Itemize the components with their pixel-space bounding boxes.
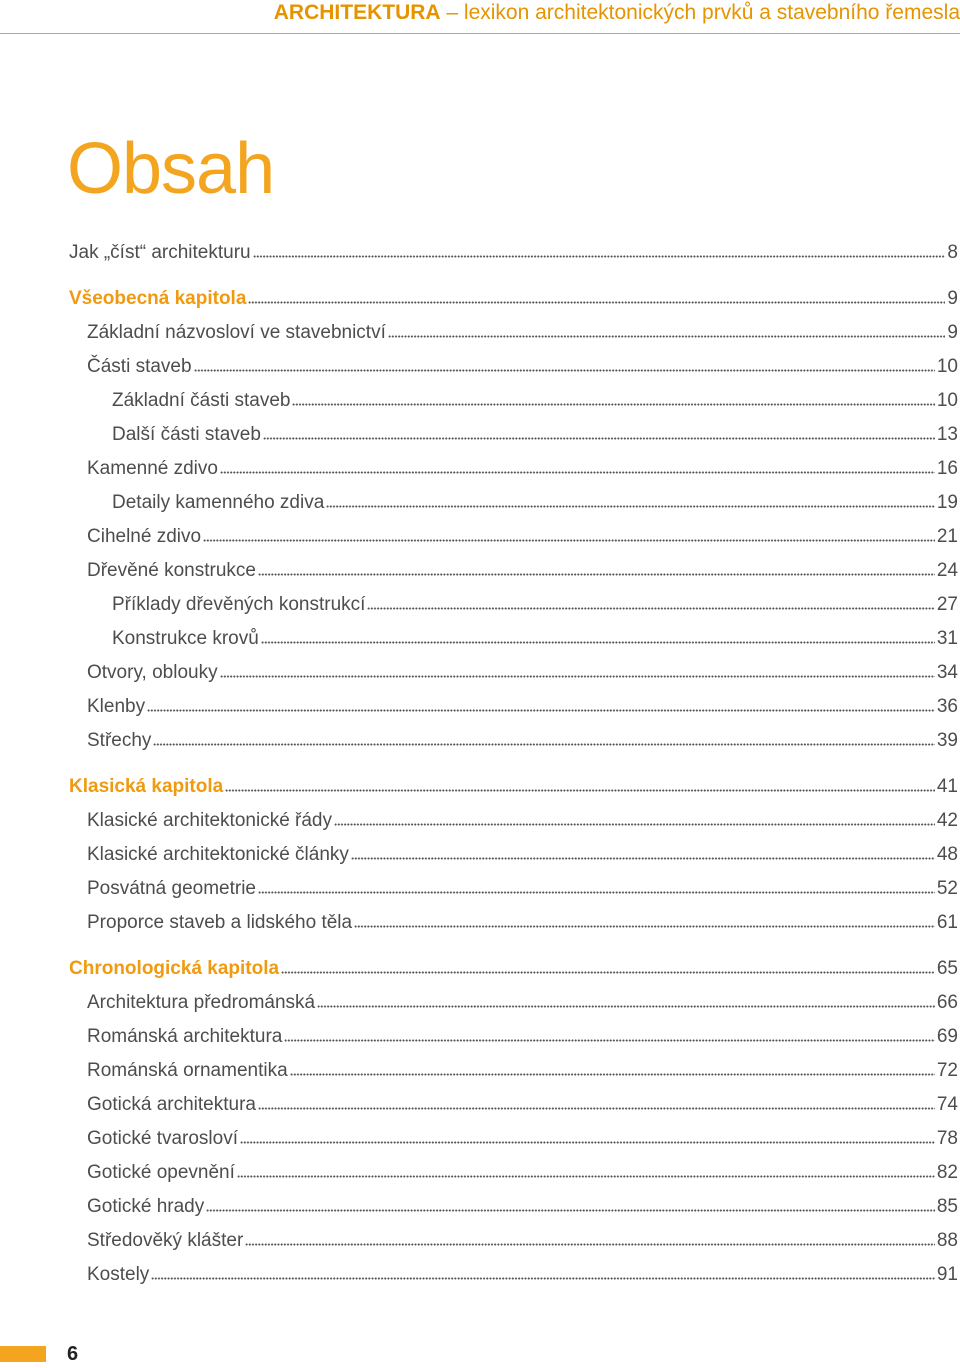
toc-entry-row[interactable]: [87, 558, 958, 584]
toc-entry-row[interactable]: [87, 456, 958, 482]
toc-entry-row[interactable]: [69, 240, 958, 266]
dot-leader: [354, 923, 935, 929]
dot-leader: [326, 503, 935, 509]
toc-entry-label: Základní části staveb: [112, 390, 291, 411]
toc-entry-row[interactable]: [112, 626, 958, 652]
toc-entry-page-number: 66: [936, 992, 958, 1013]
dot-leader: [388, 333, 946, 339]
dot-leader: [203, 537, 935, 543]
dot-leader: [237, 1173, 935, 1179]
toc-entry-label: Cihelné zdivo: [87, 526, 202, 547]
dot-leader: [290, 1071, 935, 1077]
toc-entry-page-number: 69: [936, 1026, 958, 1047]
toc-entry-row[interactable]: [112, 592, 958, 618]
toc-entry-row[interactable]: [87, 1160, 958, 1186]
dot-leader: [147, 707, 935, 713]
dot-leader: [367, 605, 934, 611]
toc-entry-row[interactable]: [87, 1058, 958, 1084]
toc-entry-page-number: 10: [936, 390, 958, 411]
toc-entry-label: Základní názvosloví ve stavebnictví: [87, 322, 386, 343]
toc-entry-label: Gotické hrady: [87, 1196, 205, 1217]
toc-entry-page-number: 34: [936, 662, 958, 683]
dot-leader: [253, 253, 946, 259]
toc-entry-row[interactable]: [87, 1228, 958, 1254]
toc-entry-page-number: 42: [936, 810, 958, 831]
toc-entry-row[interactable]: [87, 1126, 958, 1152]
footer-accent-bar: [0, 1346, 46, 1362]
toc-entry-page-number: 8: [947, 242, 958, 263]
dot-leader: [292, 401, 934, 407]
toc-entry-label: Klasická kapitola: [69, 776, 224, 797]
dot-leader: [248, 299, 945, 305]
dot-leader: [220, 469, 935, 475]
toc-entry-row[interactable]: [87, 1024, 958, 1050]
dot-leader: [240, 1139, 935, 1145]
toc-entry-label: Střechy: [87, 730, 152, 751]
dot-leader: [263, 435, 935, 441]
toc-entry-row[interactable]: [87, 660, 958, 686]
toc-entry-label: Středověký klášter: [87, 1230, 244, 1251]
toc-entry-page-number: 65: [936, 958, 958, 979]
toc-entry-label: Gotická architektura: [87, 1094, 256, 1115]
toc-entry-page-number: 41: [936, 776, 958, 797]
toc-entry-page-number: 31: [936, 628, 958, 649]
toc-entry-row[interactable]: [87, 1092, 958, 1118]
toc-entry-label: Konstrukce krovů: [112, 628, 259, 649]
toc-entry-label: Další části staveb: [112, 424, 261, 445]
dot-leader: [194, 367, 935, 373]
toc-entry-page-number: 85: [936, 1196, 958, 1217]
dot-leader: [258, 1105, 935, 1111]
toc-chapter-row[interactable]: [69, 286, 958, 312]
toc-entry-page-number: 78: [936, 1128, 958, 1149]
toc-entry-page-number: 52: [936, 878, 958, 899]
page-number: 6: [67, 1343, 79, 1365]
running-head: [274, 0, 960, 26]
toc-entry-label: Architektura předrománská: [87, 992, 316, 1013]
dot-leader: [153, 741, 934, 747]
toc-entry-label: Románská ornamentika: [87, 1060, 288, 1081]
toc-entry-page-number: 91: [936, 1264, 958, 1285]
toc-entry-label: Jak „číst“ architekturu: [69, 242, 251, 263]
toc-entry-page-number: 48: [936, 844, 958, 865]
toc-entry-page-number: 16: [936, 458, 958, 479]
toc-entry-row[interactable]: [87, 354, 958, 380]
dot-leader: [261, 639, 935, 645]
dot-leader: [225, 787, 935, 793]
toc-entry-page-number: 13: [936, 424, 958, 445]
dot-leader: [258, 889, 935, 895]
header-rule: [0, 33, 960, 34]
toc-entry-label: Chronologická kapitola: [69, 958, 280, 979]
page-title: Obsah: [67, 129, 275, 209]
toc-entry-row[interactable]: [87, 876, 958, 902]
dot-leader: [281, 969, 935, 975]
toc-entry-row[interactable]: [87, 842, 958, 868]
toc-entry-row[interactable]: [112, 490, 958, 516]
toc-entry-row[interactable]: [87, 1194, 958, 1220]
toc-entry-page-number: 61: [936, 912, 958, 933]
dot-leader: [151, 1275, 935, 1281]
toc-chapter-row[interactable]: [69, 956, 958, 982]
toc-entry-page-number: 72: [936, 1060, 958, 1081]
toc-entry-label: Gotické opevnění: [87, 1162, 235, 1183]
dot-leader: [258, 571, 935, 577]
running-head-subtitle: – lexikon architektonických prvků a stavebního řemesla: [440, 1, 960, 24]
toc-entry-row[interactable]: [112, 422, 958, 448]
dot-leader: [284, 1037, 934, 1043]
toc-entry-label: Části staveb: [87, 356, 192, 377]
toc-entry-label: Dřevěné konstrukce: [87, 560, 256, 581]
toc-chapter-row[interactable]: [69, 774, 958, 800]
toc-entry-label: Proporce staveb a lidského těla: [87, 912, 353, 933]
toc-entry-page-number: 9: [947, 322, 958, 343]
toc-entry-page-number: 10: [936, 356, 958, 377]
dot-leader: [351, 855, 935, 861]
toc-entry-page-number: 36: [936, 696, 958, 717]
dot-leader: [317, 1003, 935, 1009]
toc-entry-label: Otvory, oblouky: [87, 662, 218, 683]
toc-entry-row[interactable]: [87, 728, 958, 754]
toc-entry-page-number: 82: [936, 1162, 958, 1183]
toc-entry-label: Románská architektura: [87, 1026, 283, 1047]
toc-entry-row[interactable]: [87, 694, 958, 720]
toc-entry-row[interactable]: [87, 524, 958, 550]
dot-leader: [245, 1241, 935, 1247]
toc-entry-page-number: 74: [936, 1094, 958, 1115]
toc-entry-label: Kostely: [87, 1264, 150, 1285]
toc-entry-page-number: 21: [936, 526, 958, 547]
toc-entry-page-number: 88: [936, 1230, 958, 1251]
toc-entry-page-number: 27: [936, 594, 958, 615]
toc-entry-label: Gotické tvarosloví: [87, 1128, 238, 1149]
toc-entry-row[interactable]: [87, 320, 958, 346]
toc-entry-label: Posvátná geometrie: [87, 878, 256, 899]
dot-leader: [206, 1207, 935, 1213]
toc-entry-row[interactable]: [112, 388, 958, 414]
toc-entry-label: Příklady dřevěných konstrukcí: [112, 594, 366, 615]
toc-entry-page-number: 39: [936, 730, 958, 751]
dot-leader: [334, 821, 935, 827]
toc-entry-label: Detaily kamenného zdiva: [112, 492, 325, 513]
dot-leader: [220, 673, 935, 679]
toc-entry-label: Všeobecná kapitola: [69, 288, 247, 309]
toc-entry-page-number: 19: [936, 492, 958, 513]
toc-entry-label: Kamenné zdivo: [87, 458, 218, 479]
toc-entry-label: Klenby: [87, 696, 146, 717]
toc-entry-row[interactable]: [87, 1262, 958, 1288]
toc-entry-page-number: 24: [936, 560, 958, 581]
toc-entry-label: Klasické architektonické řády: [87, 810, 332, 831]
toc-entry-row[interactable]: [87, 808, 958, 834]
toc-entry-row[interactable]: [87, 990, 958, 1016]
running-head-title: ARCHITEKTURA: [273, 1, 441, 24]
toc-entry-row[interactable]: [87, 910, 958, 936]
toc-entry-page-number: 9: [947, 288, 958, 309]
toc-entry-label: Klasické architektonické články: [87, 844, 349, 865]
